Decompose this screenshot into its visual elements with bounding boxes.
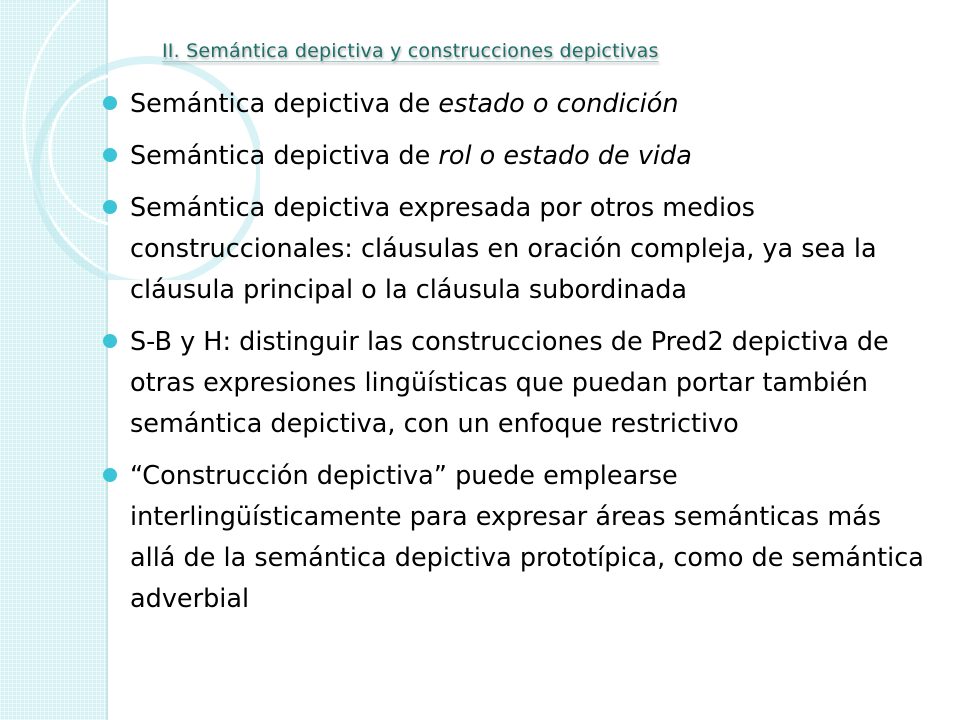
- bullet-item: [130, 322, 930, 445]
- bullet-item: [130, 84, 930, 125]
- bullet-list: [130, 84, 930, 631]
- bullet-dot-icon: [103, 148, 117, 162]
- bullet-emphasis: rol o estado de vida: [438, 141, 692, 171]
- bullet-dot-icon: [103, 200, 117, 214]
- slide-title: II. Semántica depictiva y construcciones depictivas: [162, 40, 659, 62]
- bullet-emphasis: estado o condición: [438, 89, 679, 119]
- bullet-text: S-B y H: distinguir las construcciones de Pred2 depictiva de otras expresiones lingüísticas que puedan portar también semántica depictiva, con un enfoque restrictivo: [130, 327, 889, 439]
- bullet-text: Semántica depictiva de: [130, 89, 439, 119]
- bullet-dot-icon: [103, 468, 117, 482]
- bullet-text: Semántica depictiva expresada por otros medios construccionales: cláusulas en oración compleja, ya sea la cláusula principal o la cláusula subordinada: [130, 193, 877, 305]
- bullet-dot-icon: [103, 96, 117, 110]
- bullet-text: “Construcción depictiva” puede emplearse interlingüísticamente para expresar áreas semánticas más allá de la semántica depictiva prototípica, como de semántica adverbial: [130, 461, 924, 614]
- bullet-item: [130, 188, 930, 311]
- bullet-item: [130, 136, 930, 177]
- bullet-dot-icon: [103, 334, 117, 348]
- bullet-item: [130, 456, 930, 620]
- bullet-text: Semántica depictiva de: [130, 141, 439, 171]
